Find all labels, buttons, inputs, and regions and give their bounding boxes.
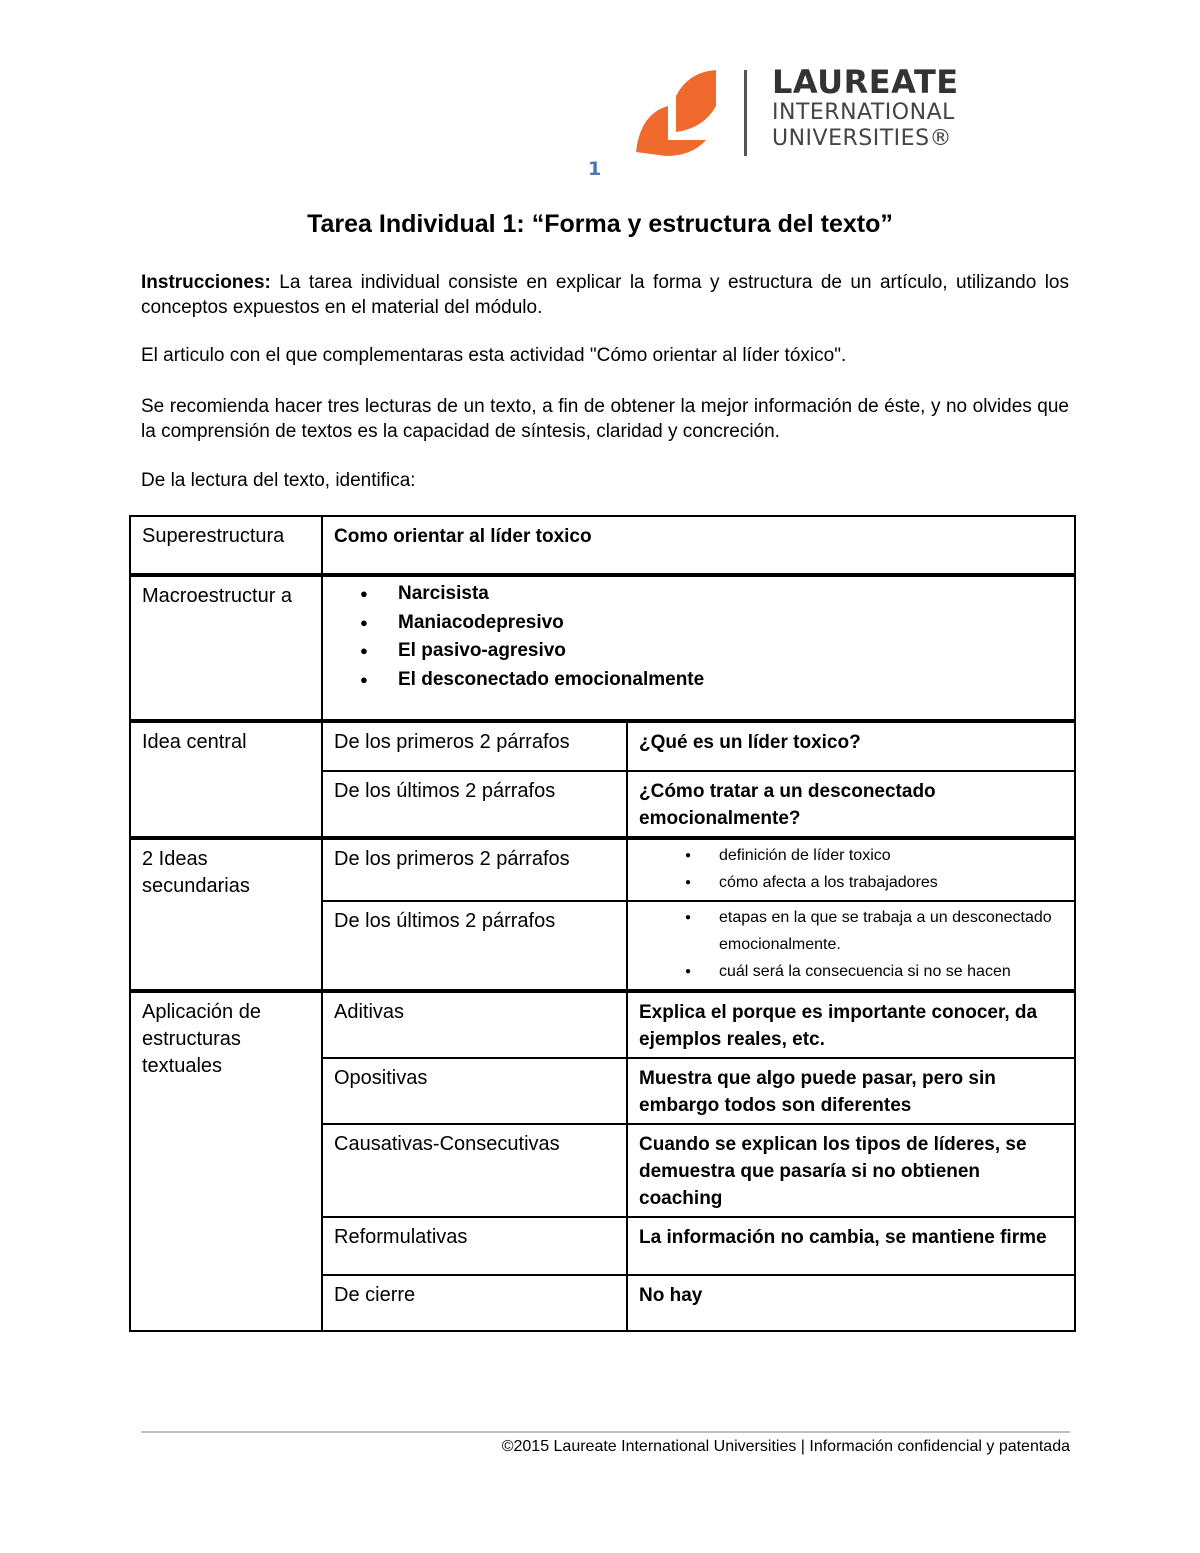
list-item: ● Narcisista xyxy=(398,580,1064,609)
cell-label-idea-central: Idea central xyxy=(130,721,322,838)
table-row-macroestructura xyxy=(130,575,1075,721)
list-item: ● El pasivo-agresivo xyxy=(398,637,1064,666)
cell-value: No hay xyxy=(627,1275,1075,1331)
instructions-label: Instrucciones: xyxy=(141,272,271,293)
cell-sub: De los últimos 2 párrafos xyxy=(322,771,627,838)
identify-paragraph: De la lectura del texto, identifica: xyxy=(141,470,416,491)
logo-line-international: INTERNATIONAL xyxy=(772,100,955,125)
cell-sub: De los primeros 2 párrafos xyxy=(322,721,627,771)
list-item: ● etapas en la que se trabaja a un desconectado emocionalmente. xyxy=(719,904,1064,958)
leaf-mark-top xyxy=(676,70,716,132)
list-item: ● definición de líder toxico xyxy=(719,842,1064,869)
cell-sub: De cierre xyxy=(322,1275,627,1331)
cell-label-superestructura: Superestructura xyxy=(130,516,322,575)
logo-divider xyxy=(744,70,747,156)
list-item: ● cuál será la consecuencia si no se hacen xyxy=(719,958,1064,985)
logo-line-laureate: LAUREATE xyxy=(772,63,959,101)
article-paragraph: El articulo con el que complementaras esta actividad "Cómo orientar al líder tóxico". xyxy=(141,345,847,366)
cell-value: Cuando se explican los tipos de líderes, se demuestra que pasaría si no obtienen coaching xyxy=(627,1124,1075,1217)
table-row-aplicacion-1 xyxy=(130,991,1075,1058)
cell-sub: De los últimos 2 párrafos xyxy=(322,901,627,991)
cell-value xyxy=(627,838,1075,901)
list-item: ● cómo afecta a los trabajadores xyxy=(719,869,1064,896)
footer-divider xyxy=(141,1431,1070,1433)
cell-sub: Causativas-Consecutivas xyxy=(322,1124,627,1217)
list-item: ● Maniacodepresivo xyxy=(398,609,1064,638)
cell-value-superestructura: Como orientar al líder toxico xyxy=(322,516,1075,575)
analysis-table xyxy=(129,515,1076,1332)
instructions-paragraph xyxy=(141,270,1069,320)
table-row-superestructura xyxy=(130,516,1075,575)
logo-line-universities: UNIVERSITIES® xyxy=(772,126,953,151)
footer-text: ©2015 Laureate International Universities | Información confidencial y patentada xyxy=(501,1438,1070,1455)
cell-label-secundarias: 2 Ideas secundarias xyxy=(130,838,322,991)
macro-list xyxy=(334,580,1064,694)
cell-value: ¿Cómo tratar a un desconectado emocionalmente? xyxy=(627,771,1075,838)
logo-wordmark xyxy=(772,64,959,152)
cell-value: ¿Qué es un líder toxico? xyxy=(627,721,1075,771)
page-title: Tarea Individual 1: “Forma y estructura del texto” xyxy=(307,210,893,238)
secondary-list xyxy=(639,842,1064,896)
secondary-list xyxy=(639,904,1064,985)
cell-label-macroestructura: Macroestructur a xyxy=(130,575,322,721)
page-number: 1 xyxy=(588,158,602,180)
recommend-paragraph: Se recomienda hacer tres lecturas de un texto, a fin de obtener la mejor información de éste, y no olvides que la comprensión de textos es la capacidad de síntesis, claridad y concreción. xyxy=(141,396,1069,442)
cell-sub: Opositivas xyxy=(322,1058,627,1124)
cell-value-macroestructura xyxy=(322,575,1075,721)
list-item: ● El desconectado emocionalmente xyxy=(398,666,1064,695)
cell-value xyxy=(627,901,1075,991)
table-row-secundarias-1 xyxy=(130,838,1075,901)
cell-value: La información no cambia, se mantiene firme xyxy=(627,1217,1075,1275)
cell-value: Explica el porque es importante conocer, da ejemplos reales, etc. xyxy=(627,991,1075,1058)
cell-sub: Reformulativas xyxy=(322,1217,627,1275)
table-row-idea-central-1 xyxy=(130,721,1075,771)
cell-sub: Aditivas xyxy=(322,991,627,1058)
cell-sub: De los primeros 2 párrafos xyxy=(322,838,627,901)
cell-value: Muestra que algo puede pasar, pero sin embargo todos son diferentes xyxy=(627,1058,1075,1124)
cell-label-aplicacion: Aplicación de estructuras textuales xyxy=(130,991,322,1331)
instructions-text: La tarea individual consiste en explicar la forma y estructura de un artículo, utilizando los conceptos expuestos en el material del módulo. xyxy=(141,272,1069,318)
